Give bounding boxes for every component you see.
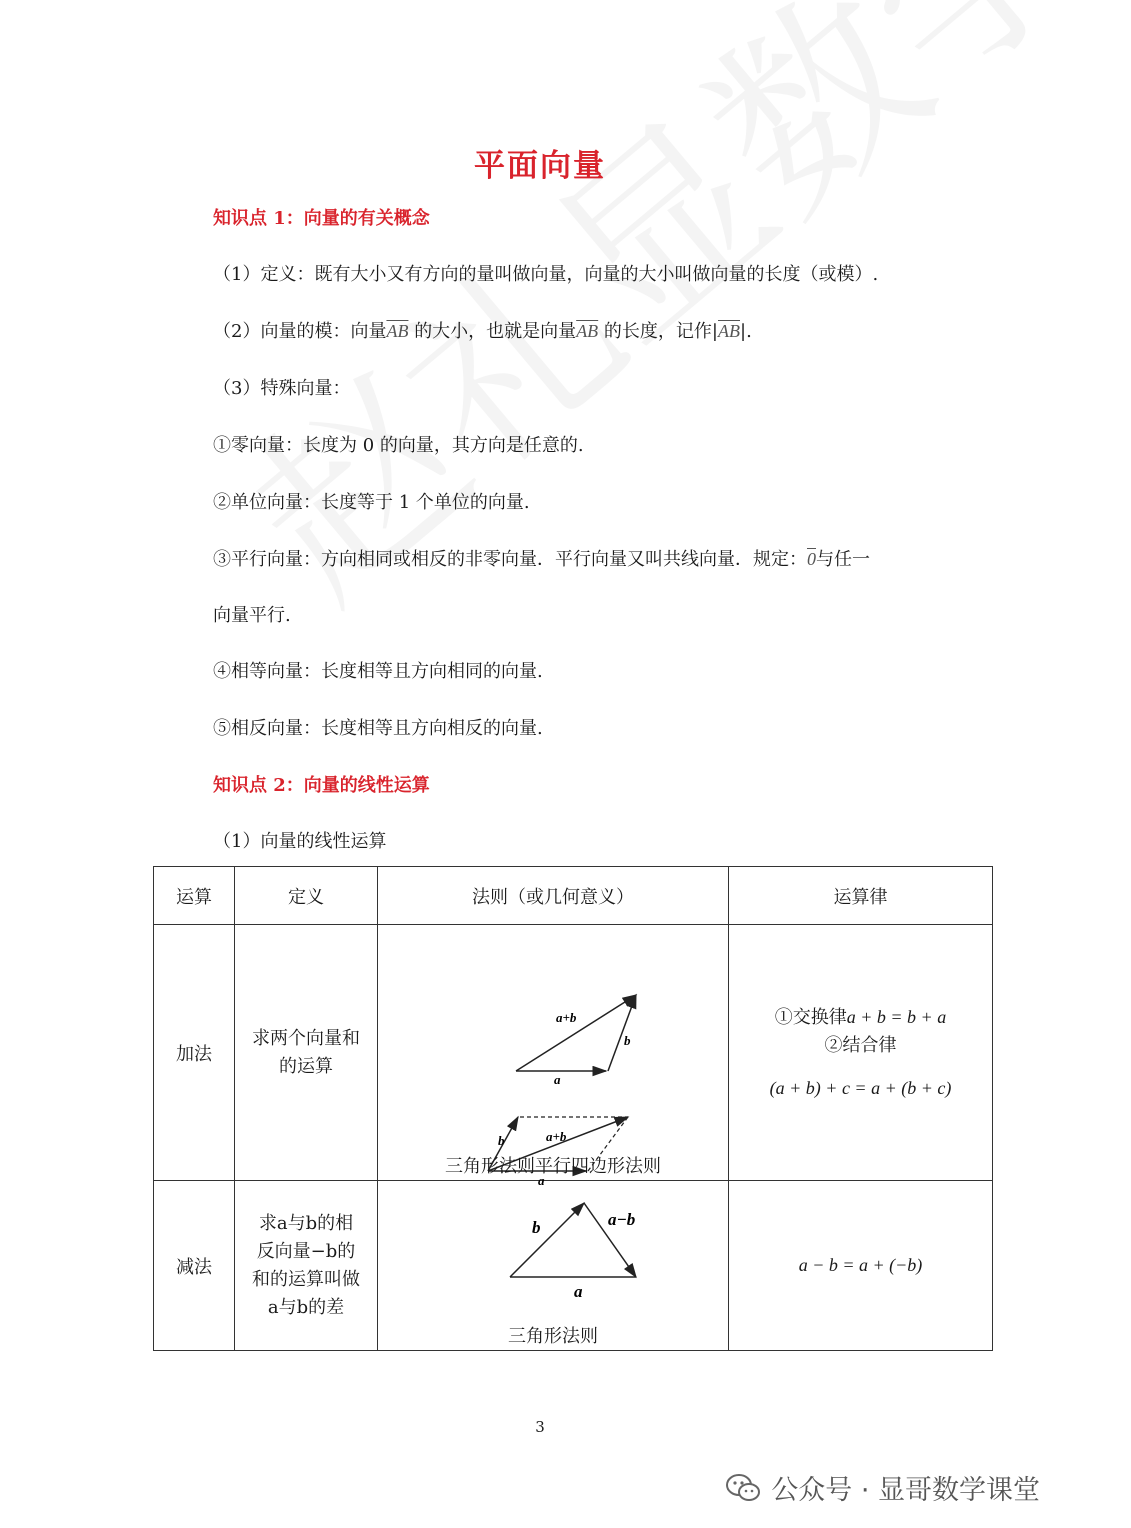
associative-law-title: ②结合律 xyxy=(824,1035,897,1056)
vector-ab: $\overline{AB}$ xyxy=(386,321,409,341)
parallel-text-a: ③平行向量：方向相同或相反的非零向量．平行向量又叫共线向量．规定： xyxy=(213,549,807,570)
def-add-line2: 的运算 xyxy=(279,1055,333,1077)
law-cell-add xyxy=(729,925,993,1181)
zero-vector-line: ①零向量：长度为 0 的向量，其方向是任意的. xyxy=(213,435,584,456)
definition-line: （1）定义：既有大小又有方向的量叫做向量，向量的大小叫做向量的长度（或模）. xyxy=(213,264,879,285)
par-label-a: a xyxy=(538,1173,545,1188)
sub-vector-b xyxy=(510,1203,584,1277)
page-number: 3 xyxy=(535,1418,545,1436)
kp2-subheading: （1）向量的线性运算 xyxy=(213,831,387,852)
footer xyxy=(725,1468,1040,1507)
table-row xyxy=(154,1181,993,1351)
header-cell: 运算律 xyxy=(729,867,993,925)
commutative-formula: a + b = b + a xyxy=(846,1007,947,1027)
wechat-icon xyxy=(725,1473,761,1503)
associative-formula: (a + b) + c = a + (b + c) xyxy=(769,1078,952,1098)
parallel-vector-line xyxy=(213,545,870,571)
kp1-heading: 知识点 1：向量的有关概念 xyxy=(213,208,430,229)
sub-label-b: b xyxy=(532,1218,541,1237)
header-cell: 法则（或几何意义） xyxy=(378,867,729,925)
op-cell-sub: 减法 xyxy=(154,1181,235,1351)
equal-vector-line: ④相等向量：长度相等且方向相同的向量. xyxy=(213,661,543,682)
def-add-line1: 求两个向量和 xyxy=(252,1027,360,1049)
tri-vector-sum xyxy=(516,995,636,1071)
rule-cell-sub xyxy=(378,1181,729,1351)
header-cell: 运算 xyxy=(154,867,235,925)
subtraction-diagram xyxy=(378,1181,728,1317)
opposite-vector-line: ⑤相反向量：长度相等且方向相反的向量. xyxy=(213,718,543,739)
page-title: 平面向量 xyxy=(474,148,606,184)
def-cell-add xyxy=(235,925,378,1181)
modulus-text-c: 的长度，记作| xyxy=(603,321,718,342)
add-rule-caption: 三角形法则平行四边形法则 xyxy=(445,1156,661,1177)
vector-ab: $\overline{AB}$ xyxy=(576,321,599,341)
parallel-vector-line-cont: 向量平行. xyxy=(213,605,291,626)
special-heading: （3）特殊向量： xyxy=(213,378,351,399)
law-cell-sub xyxy=(729,1181,993,1351)
table-row xyxy=(154,925,993,1181)
sub-label-a: a xyxy=(574,1282,583,1301)
table-header-row xyxy=(154,867,993,925)
tri-label-sum: a+b xyxy=(556,1010,577,1025)
modulus-text-a: （2）向量的模：向量 xyxy=(213,321,387,342)
par-label-b: b xyxy=(498,1133,505,1148)
vector-ab: $\overline{AB}$ xyxy=(718,321,740,341)
sub-rule-caption: 三角形法则 xyxy=(508,1326,598,1347)
linear-operations-table xyxy=(153,866,993,1351)
unit-vector-line: ②单位向量：长度等于 1 个单位的向量. xyxy=(213,492,530,513)
rule-cell-add xyxy=(378,925,729,1188)
def-sub-line3: 和的运算叫做 xyxy=(252,1268,360,1290)
header-cell: 定义 xyxy=(235,867,378,925)
subtraction-formula: a − b = a + (−b) xyxy=(798,1255,923,1275)
tri-vector-b xyxy=(608,995,636,1071)
def-sub-line1: 求a与b的相 xyxy=(258,1212,354,1234)
def-sub-line4: a与b的差 xyxy=(267,1296,345,1318)
commutative-law xyxy=(729,1003,992,1032)
def-cell-sub xyxy=(235,1181,378,1351)
modulus-text-b: 的大小，也就是向量 xyxy=(414,321,577,342)
modulus-line xyxy=(213,317,752,343)
parallel-text-b: 与任一 xyxy=(816,549,870,570)
modulus-text-d: |. xyxy=(740,321,752,342)
par-label-sum: a+b xyxy=(546,1129,567,1144)
commutative-prefix: ①交换律 xyxy=(774,1007,847,1028)
footer-brand: 公众号 · 显哥数学课堂 xyxy=(771,1475,1040,1506)
tri-label-a: a xyxy=(554,1072,561,1087)
zero-vector-symbol: 0 xyxy=(807,549,816,569)
def-sub-line2: 反向量−b的 xyxy=(256,1240,356,1262)
op-cell-add: 加法 xyxy=(154,925,235,1181)
kp2-heading: 知识点 2：向量的线性运算 xyxy=(213,775,430,796)
sub-label-amb: a−b xyxy=(608,1210,636,1229)
tri-label-b: b xyxy=(624,1033,631,1048)
